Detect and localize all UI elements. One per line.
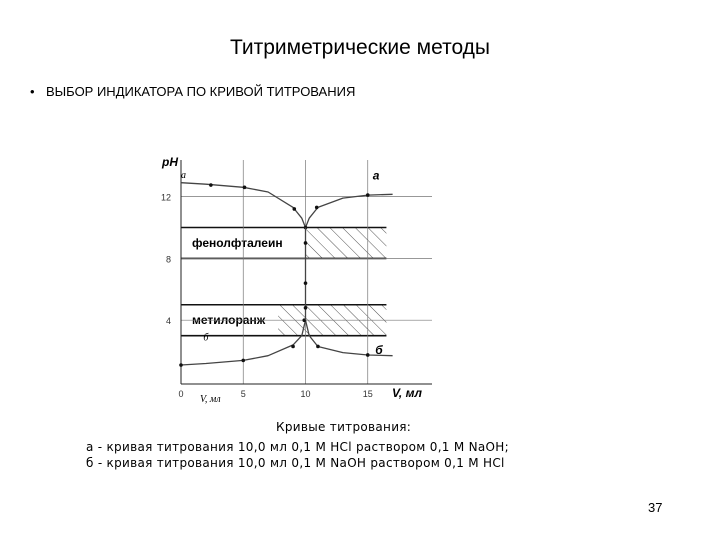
bullet-dot-icon: • <box>30 84 35 99</box>
page-number: 37 <box>648 500 663 515</box>
series-marker-а-5 <box>366 193 370 197</box>
series-marker-а-4 <box>315 206 319 210</box>
zone-label-1: метилоранж <box>192 313 266 328</box>
series-marker-б-2 <box>291 345 295 349</box>
x-tick-label-5: 5 <box>240 389 246 399</box>
series-marker-а-1 <box>243 186 247 190</box>
series-marker-vertical-0 <box>304 241 308 245</box>
series-marker-б-4 <box>316 345 320 349</box>
series-marker-б-0 <box>179 363 183 367</box>
inner-label-0: б <box>203 332 209 344</box>
slide-title: Титриметрические методы <box>229 36 491 59</box>
zone-label-0: фенолфталеин <box>192 235 283 250</box>
y-axis-letter: а <box>181 170 186 181</box>
series-marker-б-5 <box>366 353 370 357</box>
caption-line-a: а - кривая титрования 10,0 мл 0,1 М HCl раствором 0,1 М NaOH; <box>86 440 509 454</box>
y-tick-label-12: 12 <box>160 192 171 203</box>
y-axis-title: pH <box>162 155 178 169</box>
x-tick-label-0: 0 <box>178 389 184 399</box>
series-marker-б-1 <box>241 359 245 363</box>
bullet-text: ВЫБОР ИНДИКАТОРА ПО КРИВОЙ ТИТРОВАНИЯ <box>46 84 356 99</box>
caption-heading: Кривые титрования: <box>276 420 412 434</box>
series-marker-а-0 <box>209 183 213 187</box>
series-label-б: б <box>375 343 383 358</box>
caption-line-b: б - кривая титрования 10,0 мл 0,1 М NaOH раствором 0,1 М HCl <box>86 456 505 470</box>
y-tick-label-8: 8 <box>165 254 171 265</box>
series-line-а <box>181 183 393 228</box>
x-tick-label-15: 15 <box>362 389 373 399</box>
x-axis-inner-label: V, мл <box>200 394 221 405</box>
series-label-а: а <box>372 168 380 183</box>
series-marker-vertical-2 <box>304 306 308 310</box>
zone-hatch-0 <box>306 228 387 259</box>
series-marker-vertical-1 <box>304 281 308 285</box>
x-axis-title: V, мл <box>392 386 422 400</box>
x-tick-label-10: 10 <box>300 389 311 399</box>
series-marker-а-2 <box>292 207 296 211</box>
y-tick-label-4: 4 <box>165 316 171 327</box>
